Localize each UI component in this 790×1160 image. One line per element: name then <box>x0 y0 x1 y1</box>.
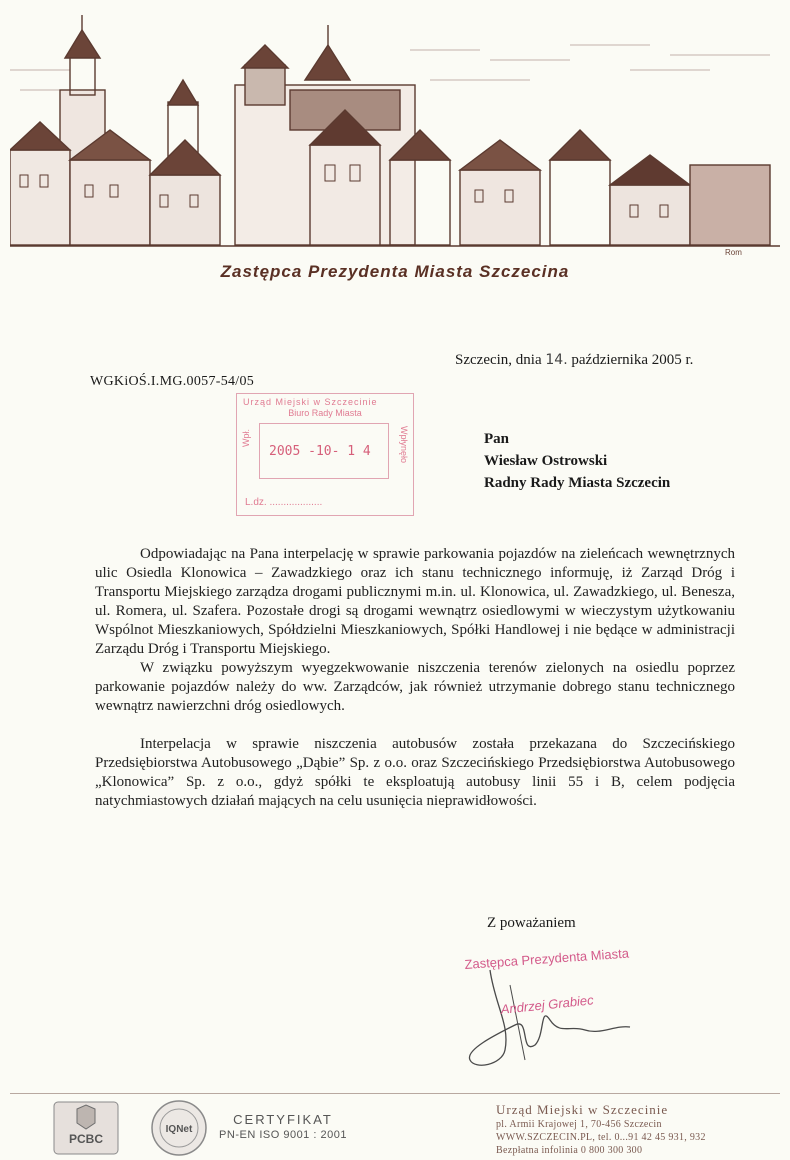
office-infoline: Bezpłatna infolinia 0 800 300 300 <box>496 1145 643 1156</box>
letter-date <box>455 352 693 369</box>
signature-stamp-name: Andrzej Grabiec <box>500 992 595 1017</box>
pcbc-certification-logo <box>53 1101 119 1155</box>
closing-phrase: Z poważaniem <box>487 915 576 931</box>
stamp-date: 2005 -10- 1 4 <box>269 444 371 459</box>
office-website-phone: WWW.SZCZECIN.PL, tel. 0...91 42 45 931, 932 <box>496 1132 706 1143</box>
stamp-ledger-number: L.dz. ................... <box>245 497 323 508</box>
stamp-right-label: Wpłynęło <box>399 426 409 464</box>
letter-body <box>95 545 735 811</box>
office-address: pl. Armii Krajowej 1, 70-456 Szczecin <box>496 1119 662 1130</box>
body-paragraph-2: W związku powyższym wyegzekwowanie niszczenia terenów zielonych na osiedlu poprzez parkowanie pojazdów należy do ww. Zarządców, jak również utrzymanie dobrego stanu technicznego wewnątrz nawierzchni dróg osiedlowych. <box>95 660 735 714</box>
office-name: Urząd Miejski w Szczecinie <box>496 1102 669 1117</box>
iqnet-certification-logo <box>149 1100 209 1157</box>
certificate-title: CERTYFIKAT <box>233 1112 333 1127</box>
recipient-salutation: Pan <box>484 431 510 447</box>
date-place: Szczecin, dnia <box>455 352 542 368</box>
svg-text:Rom: Rom <box>725 248 742 257</box>
certificate-info <box>218 1112 348 1141</box>
recipient-name: Wiesław Ostrowski <box>484 453 608 469</box>
body-paragraph-3: Interpelacja w sprawie niszczenia autobusów została przekazana do Szczecińskiego Przedsiębiorstwa Autobusowego „Dąbie” Sp. z o.o. oraz Szczecińskiego Przedsiębiorstwa Autobusowego „Klonowica” Sp. z o.o., gdyż spółki te eksploatują autobusy linii 55 i B, celem podjęcia natychmiastowych działań mających na celu usunięcia nieprawidłowości. <box>95 736 735 809</box>
recipient-title: Radny Rady Miasta Szczecin <box>484 475 671 491</box>
certificate-standard: PN-EN ISO 9001 : 2001 <box>219 1129 347 1141</box>
footer-divider <box>10 1093 780 1094</box>
reference-number: WGKiOŚ.I.MG.0057-54/05 <box>90 374 255 389</box>
signature-stamp-title: Zastępca Prezydenta Miasta <box>464 945 630 972</box>
date-day-handwritten: 14. <box>545 352 568 368</box>
svg-text:PCBC: PCBC <box>68 1132 104 1146</box>
letterhead-title: Zastępca Prezydenta Miasta Szczecina <box>220 262 570 281</box>
handwritten-signature <box>450 965 650 1075</box>
registration-stamp <box>236 393 414 516</box>
recipient-address <box>484 428 670 494</box>
date-month-year: października 2005 r. <box>567 352 694 368</box>
svg-text:IQNet: IQNet <box>165 1124 193 1135</box>
stamp-department: Biuro Rady Miasta <box>288 408 362 418</box>
stamp-office: Urząd Miejski w Szczecinie <box>243 397 378 407</box>
city-skyline-illustration <box>10 10 780 258</box>
stamp-left-label: Wpł. <box>241 429 251 447</box>
body-paragraph-1: Odpowiadając na Pana interpelację w sprawie parkowania pojazdów na zieleńcach wewnętrznych ulic Osiedla Klonowica – Zawadzkiego oraz ich stanu technicznego informuję, iż Zarząd Dróg i Transportu Miejskiego zarządza drogami publicznymi m.in. ul. Klonowica, ul. Zawadzkiego, ul. Benesza, ul. Romera, ul. Szafera. Pozostałe drogi są drogami wewnątrz osiedlowymi w wieczystym użytkowaniu Wspólnot Mieszkaniowych, Spółdzielni Mieszkaniowych, Spółki Handlowej i nie będące w administracji Zarządu Dróg i Transportu Miejskiego. <box>95 546 735 657</box>
office-contact-block <box>496 1102 706 1157</box>
